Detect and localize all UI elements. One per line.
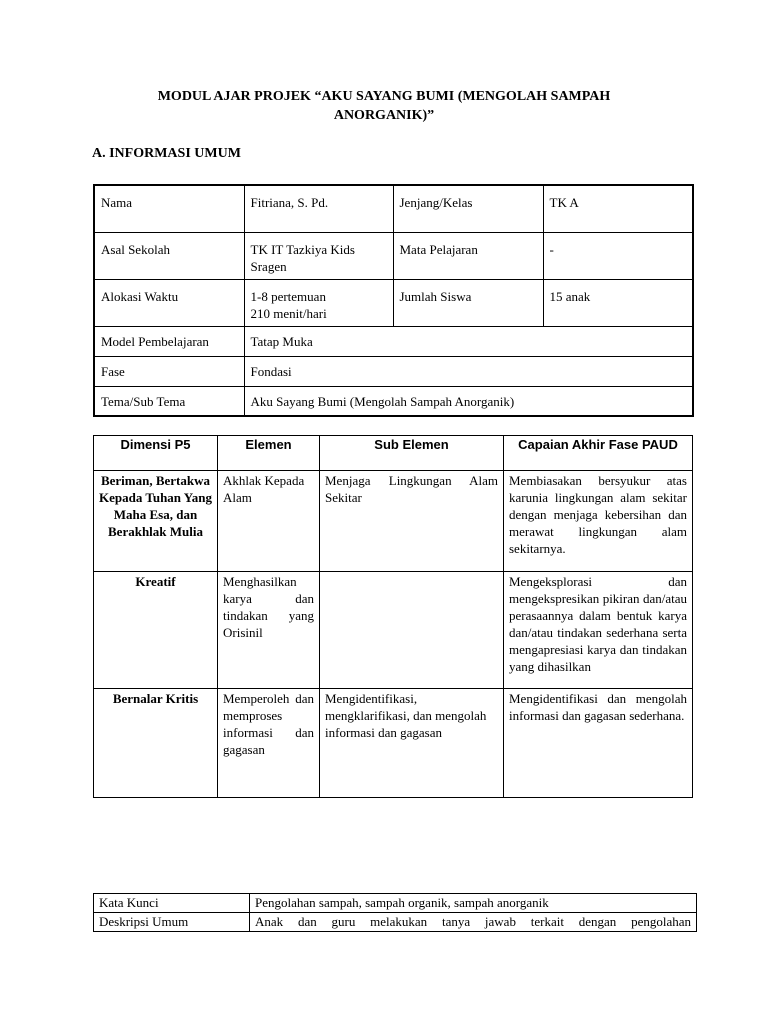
value-deskripsi-umum	[250, 913, 697, 932]
value-alokasi-waktu	[244, 279, 393, 326]
label-fase: Fase	[94, 356, 244, 386]
elemen-cell: Memperoleh dan memproses informasi dan gagasan	[218, 689, 320, 798]
sub-elemen-cell: Mengidentifikasi, mengklarifikasi, dan mengolah informasi dan gagasan	[320, 689, 504, 798]
value-mata-pelajaran: -	[543, 232, 693, 279]
document-title: MODUL AJAR PROJEK “AKU SAYANG BUMI (MENGOLAH SAMPAH ANORGANIK)”	[157, 89, 611, 123]
label-tema: Tema/Sub Tema	[94, 386, 244, 416]
value-asal-sekolah: TK IT Tazkiya Kids Sragen	[244, 232, 393, 279]
capaian-cell: Membiasakan bersyukur atas karunia lingkungan alam sekitar dengan menjaga kebersihan dan merawat lingkungan alam sekitarnya.	[504, 471, 693, 572]
elemen-cell: Akhlak Kepada Alam	[218, 471, 320, 572]
dimensi-cell: Beriman, Bertakwa Kepada Tuhan Yang Maha Esa, dan Berakhlak Mulia	[94, 471, 218, 572]
label-asal-sekolah: Asal Sekolah	[94, 232, 244, 279]
value-tema: Aku Sayang Bumi (Mengolah Sampah Anorganik)	[244, 386, 693, 416]
value-model-pembelajaran: Tatap Muka	[244, 326, 693, 356]
sub-elemen-cell	[320, 471, 504, 572]
header-capaian: Capaian Akhir Fase PAUD	[504, 436, 693, 471]
label-alokasi-waktu: Alokasi Waktu	[94, 279, 244, 326]
alokasi-line-1: 1-8 pertemuan	[250, 288, 326, 304]
label-jumlah-siswa: Jumlah Siswa	[393, 279, 543, 326]
sub-elemen-cell	[320, 572, 504, 689]
sub-elemen-text: Menjaga Lingkungan Alam Sekitar	[325, 473, 498, 505]
deskripsi-text: Anak dan guru melakukan tanya jawab terkait dengan pengolahan	[255, 914, 691, 929]
alokasi-line-2: 210 menit/hari	[250, 305, 327, 321]
label-nama: Nama	[94, 185, 244, 232]
dimensi-cell: Bernalar Kritis	[94, 689, 218, 798]
value-kata-kunci: Pengolahan sampah, sampah organik, sampah anorganik	[250, 894, 697, 913]
label-kata-kunci: Kata Kunci	[94, 894, 250, 913]
dimensi-cell: Kreatif	[94, 572, 218, 689]
value-jumlah-siswa: 15 anak	[543, 279, 693, 326]
capaian-cell: Mengidentifikasi dan mengolah informasi dan gagasan sederhana.	[504, 689, 693, 798]
header-elemen: Elemen	[218, 436, 320, 471]
elemen-cell: Menghasilkan karya dan tindakan yang Orisinil	[218, 572, 320, 689]
value-fase: Fondasi	[244, 356, 693, 386]
label-deskripsi-umum: Deskripsi Umum	[94, 913, 250, 932]
label-mata-pelajaran: Mata Pelajaran	[393, 232, 543, 279]
capaian-cell: Mengeksplorasi dan mengekspresikan pikiran dan/atau perasaannya dalam bentuk karya dan/atau tindakan sederhana serta mengapresiasi karya dan tindakan yang dihasilkan	[504, 572, 693, 689]
label-model-pembelajaran: Model Pembelajaran	[94, 326, 244, 356]
value-nama: Fitriana, S. Pd.	[244, 185, 393, 232]
label-jenjang: Jenjang/Kelas	[393, 185, 543, 232]
header-dimensi: Dimensi P5	[94, 436, 218, 471]
informasi-umum-table	[93, 184, 694, 417]
header-sub-elemen: Sub Elemen	[320, 436, 504, 471]
dimensi-p5-table	[93, 435, 693, 798]
section-heading-informasi-umum: A. INFORMASI UMUM	[92, 146, 241, 161]
kata-kunci-table	[93, 893, 697, 932]
value-jenjang: TK A	[543, 185, 693, 232]
